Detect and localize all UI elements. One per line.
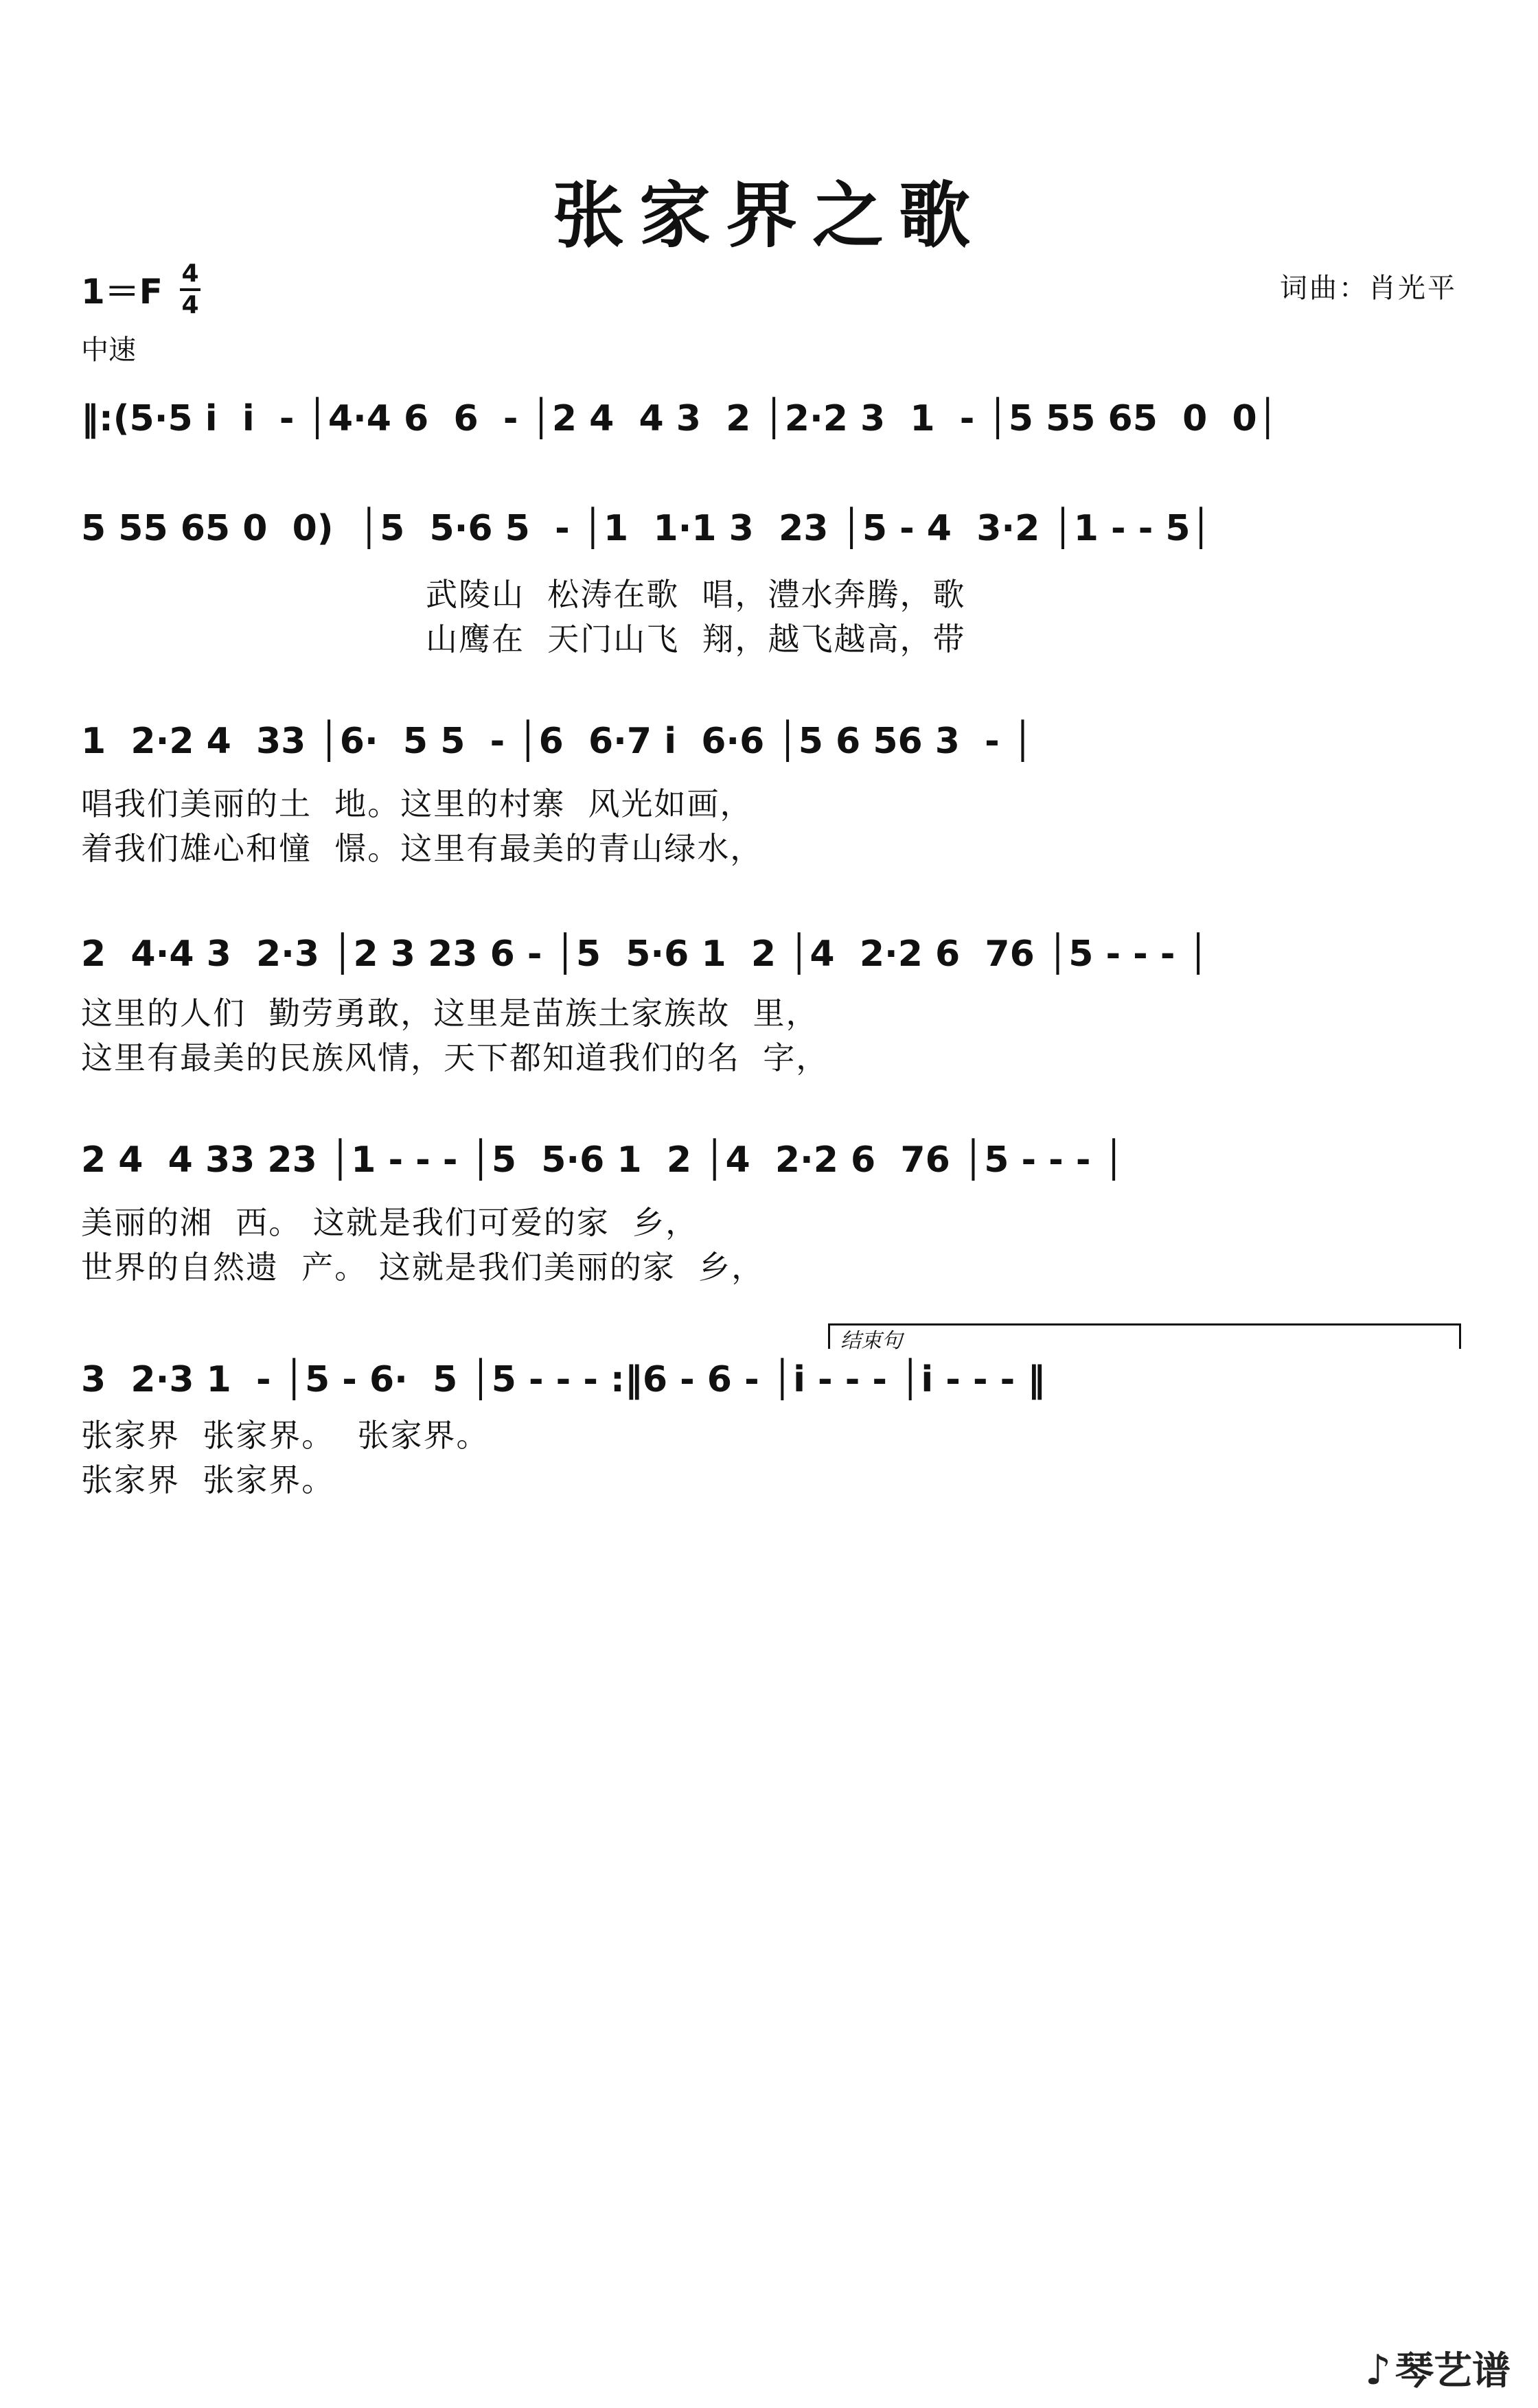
lyrics-verse-2: 着我们雄心和憧 憬。这里有最美的青山绿水，: [81, 830, 764, 867]
key-signature: 1＝F: [81, 272, 163, 312]
watermark-logo: ♪ 琴艺谱: [1364, 2346, 1511, 2394]
lyrics-verse-1: 美丽的湘 西。 这就是我们可爱的家 乡，: [81, 1204, 699, 1241]
lyrics-verse-1: 这里的人们 勤劳勇敢，这里是苗族土家族故 里，: [81, 995, 819, 1032]
notation-line-2: 5 55 65 0 0) │5 5·6 5 - │1 1·1 3 23 │5 - 4 3·2 │1 - - 5│: [81, 508, 1212, 549]
notation-line-1: ‖:(5·5 i i - │4·4 6 6 - │2 4 4 3 2 │2·2 3 1 - │5 55 65 0 0│: [81, 398, 1278, 439]
lyrics-verse-2: 山鹰在 天门山飞 翔，越飞越高，带: [426, 621, 966, 658]
time-sig-bottom: 4: [181, 291, 199, 319]
lyrics-verse-1: 唱我们美丽的土 地。这里的村寨 风光如画，: [81, 785, 753, 822]
time-signature: [180, 261, 200, 319]
lyrics-verse-1: 张家界 张家界。 张家界。: [81, 1417, 490, 1454]
lyrics-verse-2: 张家界 张家界。: [81, 1461, 335, 1498]
notation-line-3: 1 2·2 4 33 │6· 5 5 - │6 6·7 i 6·6 │5 6 56 3 - │: [81, 721, 1034, 762]
lyrics-verse-1: 武陵山 松涛在歌 唱，澧水奔腾，歌: [426, 576, 966, 613]
notation-line-5: 2 4 4 33 23 │1 - - - │5 5·6 1 2 │4 2·2 6 76 │5 - - - │: [81, 1139, 1125, 1181]
credit-line: 词曲：肖光平: [1280, 273, 1457, 304]
logo-icon: ♪: [1364, 2346, 1391, 2394]
tempo-marking: 中速: [81, 334, 136, 366]
lyrics-verse-2: 这里有最美的民族风情，天下都知道我们的名 字，: [81, 1039, 829, 1076]
lyrics-verse-2: 世界的自然遗 产。 这就是我们美丽的家 乡，: [81, 1249, 765, 1286]
page-title: 张家界之歌: [552, 173, 985, 257]
notation-line-4: 2 4·4 3 2·3 │2 3 23 6 - │5 5·6 1 2 │4 2·2 6 76 │5 - - - │: [81, 934, 1209, 975]
ending-label: 结束句: [840, 1329, 902, 1353]
notation-line-6: 3 2·3 1 - │5 - 6· 5 │5 - - - :‖6 - 6 - │i - - - │i - - - ‖: [81, 1359, 1046, 1400]
time-sig-top: 4: [181, 259, 199, 288]
